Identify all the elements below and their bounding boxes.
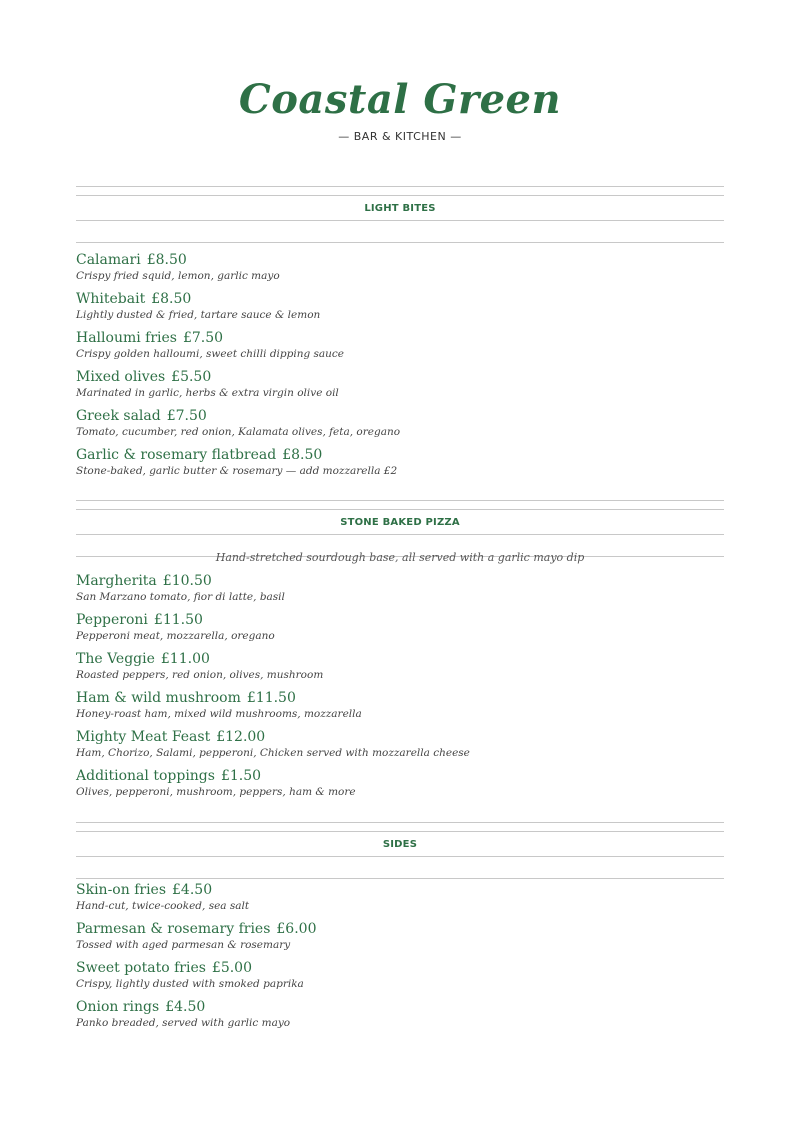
- menu-item-name: Mighty Meat Feast: [76, 729, 211, 745]
- menu-item-price: £8.50: [146, 252, 187, 268]
- divider-rule: [76, 822, 724, 823]
- divider-rule: [76, 186, 724, 187]
- divider-rule: [76, 242, 724, 243]
- menu-item-price: £11.50: [153, 612, 203, 628]
- menu-item-name: Margherita: [76, 573, 157, 589]
- restaurant-tagline: — BAR & KITCHEN —: [338, 130, 462, 143]
- menu-item-description: Stone-baked, garlic butter & rosemary — add mozzarella £2: [76, 465, 398, 477]
- menu-item-description: Hand-cut, twice-cooked, sea salt: [76, 900, 250, 912]
- menu-item: [76, 768, 724, 807]
- menu-item: [76, 729, 724, 768]
- menu-item-description: Tomato, cucumber, red onion, Kalamata olives, feta, oregano: [76, 426, 401, 438]
- menu-item-price: £11.50: [246, 690, 296, 706]
- menu-item-description: Panko breaded, served with garlic mayo: [76, 1017, 291, 1029]
- menu-item-price: £1.50: [220, 768, 262, 784]
- menu-item-title: [76, 408, 724, 425]
- divider-rule: [76, 831, 724, 832]
- menu-item-name: Halloumi fries: [76, 330, 177, 346]
- menu-item: [76, 690, 724, 729]
- menu-item-name: Ham & wild mushroom: [76, 690, 241, 706]
- menu-item: [76, 447, 724, 486]
- menu-item: [76, 330, 724, 369]
- menu-item-description: Olives, pepperoni, mushroom, peppers, ham & more: [76, 786, 356, 798]
- menu-item: [76, 999, 724, 1038]
- section-header: [76, 822, 724, 878]
- menu-item-title: [76, 447, 724, 464]
- menu-item-description: Honey-roast ham, mixed wild mushrooms, mozzarella: [76, 708, 362, 720]
- section-header: [76, 186, 724, 242]
- menu-item-description: Ham, Chorizo, Salami, pepperoni, Chicken served with mozzarella cheese: [76, 747, 470, 759]
- menu-item-title: [76, 330, 724, 347]
- menu-item-price: £10.50: [162, 573, 212, 589]
- divider-rule: [76, 534, 724, 535]
- menu-item-price: £7.50: [166, 408, 207, 424]
- menu-item: [76, 612, 724, 651]
- menu-item-title: [76, 921, 724, 938]
- menu-item: [76, 573, 724, 612]
- menu-item-title: [76, 882, 724, 899]
- menu-item-name: Additional toppings: [76, 768, 215, 784]
- section-header: [76, 500, 724, 556]
- menu-item-name: Sweet potato fries: [76, 960, 206, 976]
- menu-item-title: [76, 768, 724, 785]
- section-title: SIDES: [382, 839, 418, 850]
- menu-item-description: Crispy golden halloumi, sweet chilli dipping sauce: [76, 348, 345, 360]
- section-title: LIGHT BITES: [364, 203, 436, 214]
- menu-item: [76, 369, 724, 408]
- menu-item-title: [76, 612, 724, 629]
- menu-item-name: Pepperoni: [76, 612, 148, 628]
- divider-rule: [76, 509, 724, 510]
- divider-rule: [76, 195, 724, 196]
- menu-item-title: [76, 291, 724, 308]
- menu-item-name: Garlic & rosemary flatbread: [76, 447, 277, 463]
- menu-item-description: Tossed with aged parmesan & rosemary: [76, 939, 291, 951]
- menu-item: [76, 651, 724, 690]
- menu-item-name: The Veggie: [76, 651, 155, 667]
- menu-item: [76, 408, 724, 447]
- menu-item-price: £7.50: [182, 330, 224, 346]
- divider-rule: [76, 220, 724, 221]
- menu-item-name: Greek salad: [76, 408, 161, 424]
- menu-item-name: Parmesan & rosemary fries: [76, 921, 271, 937]
- menu-item-name: Skin-on fries: [76, 882, 167, 898]
- menu-item: [76, 291, 724, 330]
- menu-item-description: Pepperoni meat, mozzarella, oregano: [76, 630, 275, 642]
- menu-item-list: [76, 573, 724, 807]
- menu-item-description: San Marzano tomato, fior di latte, basil: [76, 591, 285, 603]
- menu-item-title: [76, 573, 724, 590]
- menu-item-price: £8.50: [282, 447, 323, 463]
- menu-item-name: Calamari: [76, 252, 141, 268]
- menu-item: [76, 252, 724, 291]
- menu-item: [76, 882, 724, 921]
- menu-item-description: Crispy, lightly dusted with smoked paprika: [76, 978, 304, 990]
- menu-item-price: £12.00: [216, 729, 266, 745]
- menu-item-description: Roasted peppers, red onion, olives, mushroom: [76, 669, 324, 681]
- menu-item-price: £6.00: [276, 921, 317, 937]
- menu-item-title: [76, 999, 724, 1016]
- menu-item-description: Lightly dusted & fried, tartare sauce & lemon: [76, 309, 321, 321]
- menu-item: [76, 921, 724, 960]
- menu-item: [76, 960, 724, 999]
- menu-item-title: [76, 651, 724, 668]
- menu-item-title: [76, 690, 724, 707]
- restaurant-name: Coastal Green: [238, 76, 562, 123]
- menu-item-name: Onion rings: [76, 999, 160, 1015]
- menu-item-title: [76, 252, 724, 269]
- divider-rule: [76, 878, 724, 879]
- menu-item-list: [76, 252, 724, 486]
- menu-item-price: £5.50: [171, 369, 212, 385]
- menu-item-description: Marinated in garlic, herbs & extra virgin olive oil: [76, 387, 339, 399]
- menu-item-name: Whitebait: [76, 291, 146, 307]
- menu-item-price: £11.00: [160, 651, 210, 667]
- menu-item-price: £4.50: [165, 999, 206, 1015]
- menu-item-description: Crispy fried squid, lemon, garlic mayo: [76, 270, 280, 282]
- menu-item-price: £5.00: [211, 960, 253, 976]
- menu-item-price: £8.50: [151, 291, 192, 307]
- menu-item-price: £4.50: [172, 882, 213, 898]
- menu-item-name: Mixed olives: [76, 369, 166, 385]
- section-note: Hand-stretched sourdough base, all served with a garlic mayo dip: [215, 551, 585, 564]
- menu-item-title: [76, 960, 724, 977]
- divider-rule: [76, 856, 724, 857]
- menu-item-list: [76, 882, 724, 1038]
- section-title: STONE BAKED PIZZA: [340, 517, 460, 528]
- menu-item-title: [76, 369, 724, 386]
- menu-header: [0, 0, 800, 144]
- menu-item-title: [76, 729, 724, 746]
- divider-rule: [76, 500, 724, 501]
